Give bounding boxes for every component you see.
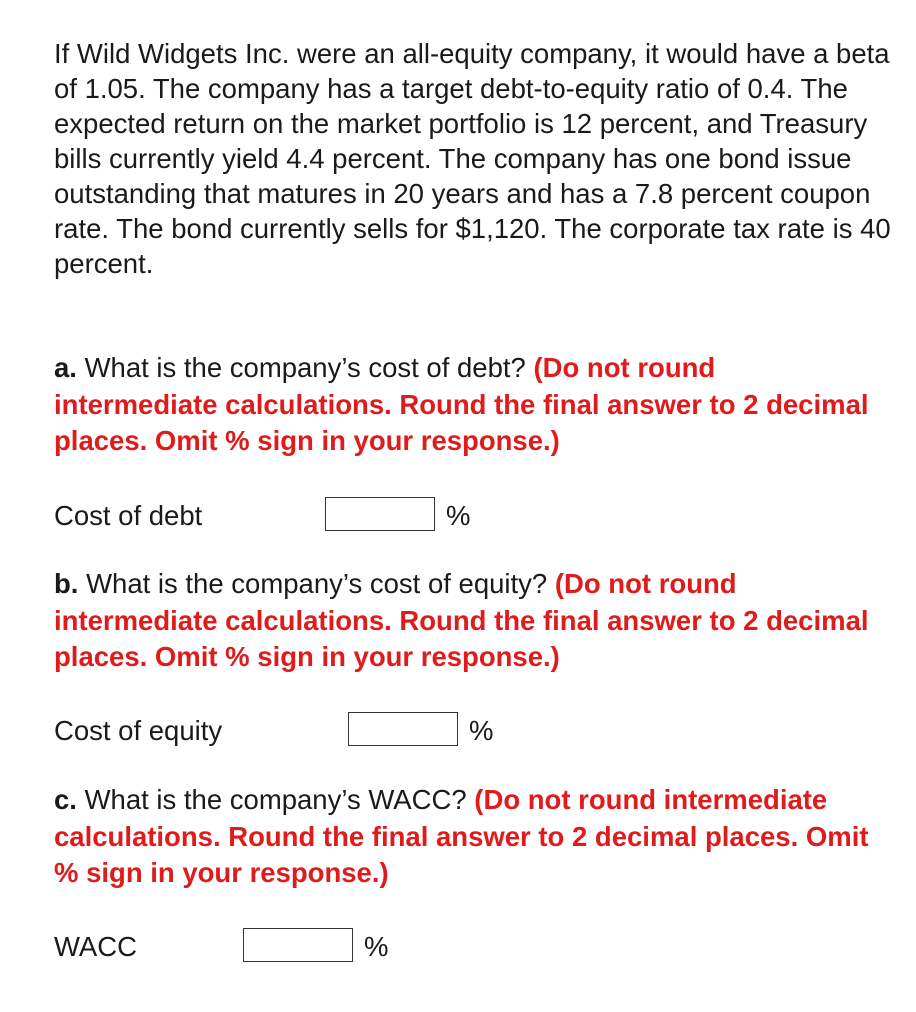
answer-label: Cost of debt xyxy=(54,500,203,531)
cost-of-debt-input[interactable] xyxy=(325,497,435,531)
percent-unit: % xyxy=(469,715,494,746)
question-b xyxy=(54,566,874,676)
percent-unit: % xyxy=(446,500,471,531)
percent-unit: % xyxy=(364,931,389,962)
question-text: What is the company’s cost of equity? xyxy=(78,568,555,599)
question-text: What is the company’s cost of debt? xyxy=(76,352,534,383)
answer-label: Cost of equity xyxy=(54,715,223,746)
cost-of-equity-input[interactable] xyxy=(348,712,458,746)
question-a xyxy=(54,350,874,460)
question-instruction: (Do not round intermediate calculations. Round the final answer to 2 decimal places. Omit % sign in your response.) xyxy=(54,352,869,456)
question-letter: b. xyxy=(54,568,79,599)
problem-statement: If Wild Widgets Inc. were an all-equity company, it would have a beta of 1.05. The company has a target debt-to-equity ratio of 0.4. The expected return on the market portfolio is 12 percent, and Treasury bills currently yield 4.4 percent. The company has one bond issue outstanding that matures in 20 years and has a 7.8 percent coupon rate. The bond currently sells for $1,120. The corporate tax rate is 40 percent. xyxy=(54,38,891,279)
question-instruction: (Do not round intermediate calculations. Round the final answer to 2 decimal places. Omit % sign in your response.) xyxy=(54,784,869,888)
question-text: What is the company’s WACC? xyxy=(76,784,475,815)
question-letter: c. xyxy=(54,784,77,815)
answer-label: WACC xyxy=(54,931,137,962)
wacc-input[interactable] xyxy=(243,928,353,962)
question-c xyxy=(54,782,874,892)
question-instruction: (Do not round intermediate calculations. Round the final answer to 2 decimal places. Omit % sign in your response.) xyxy=(54,568,869,672)
question-letter: a. xyxy=(54,352,77,383)
